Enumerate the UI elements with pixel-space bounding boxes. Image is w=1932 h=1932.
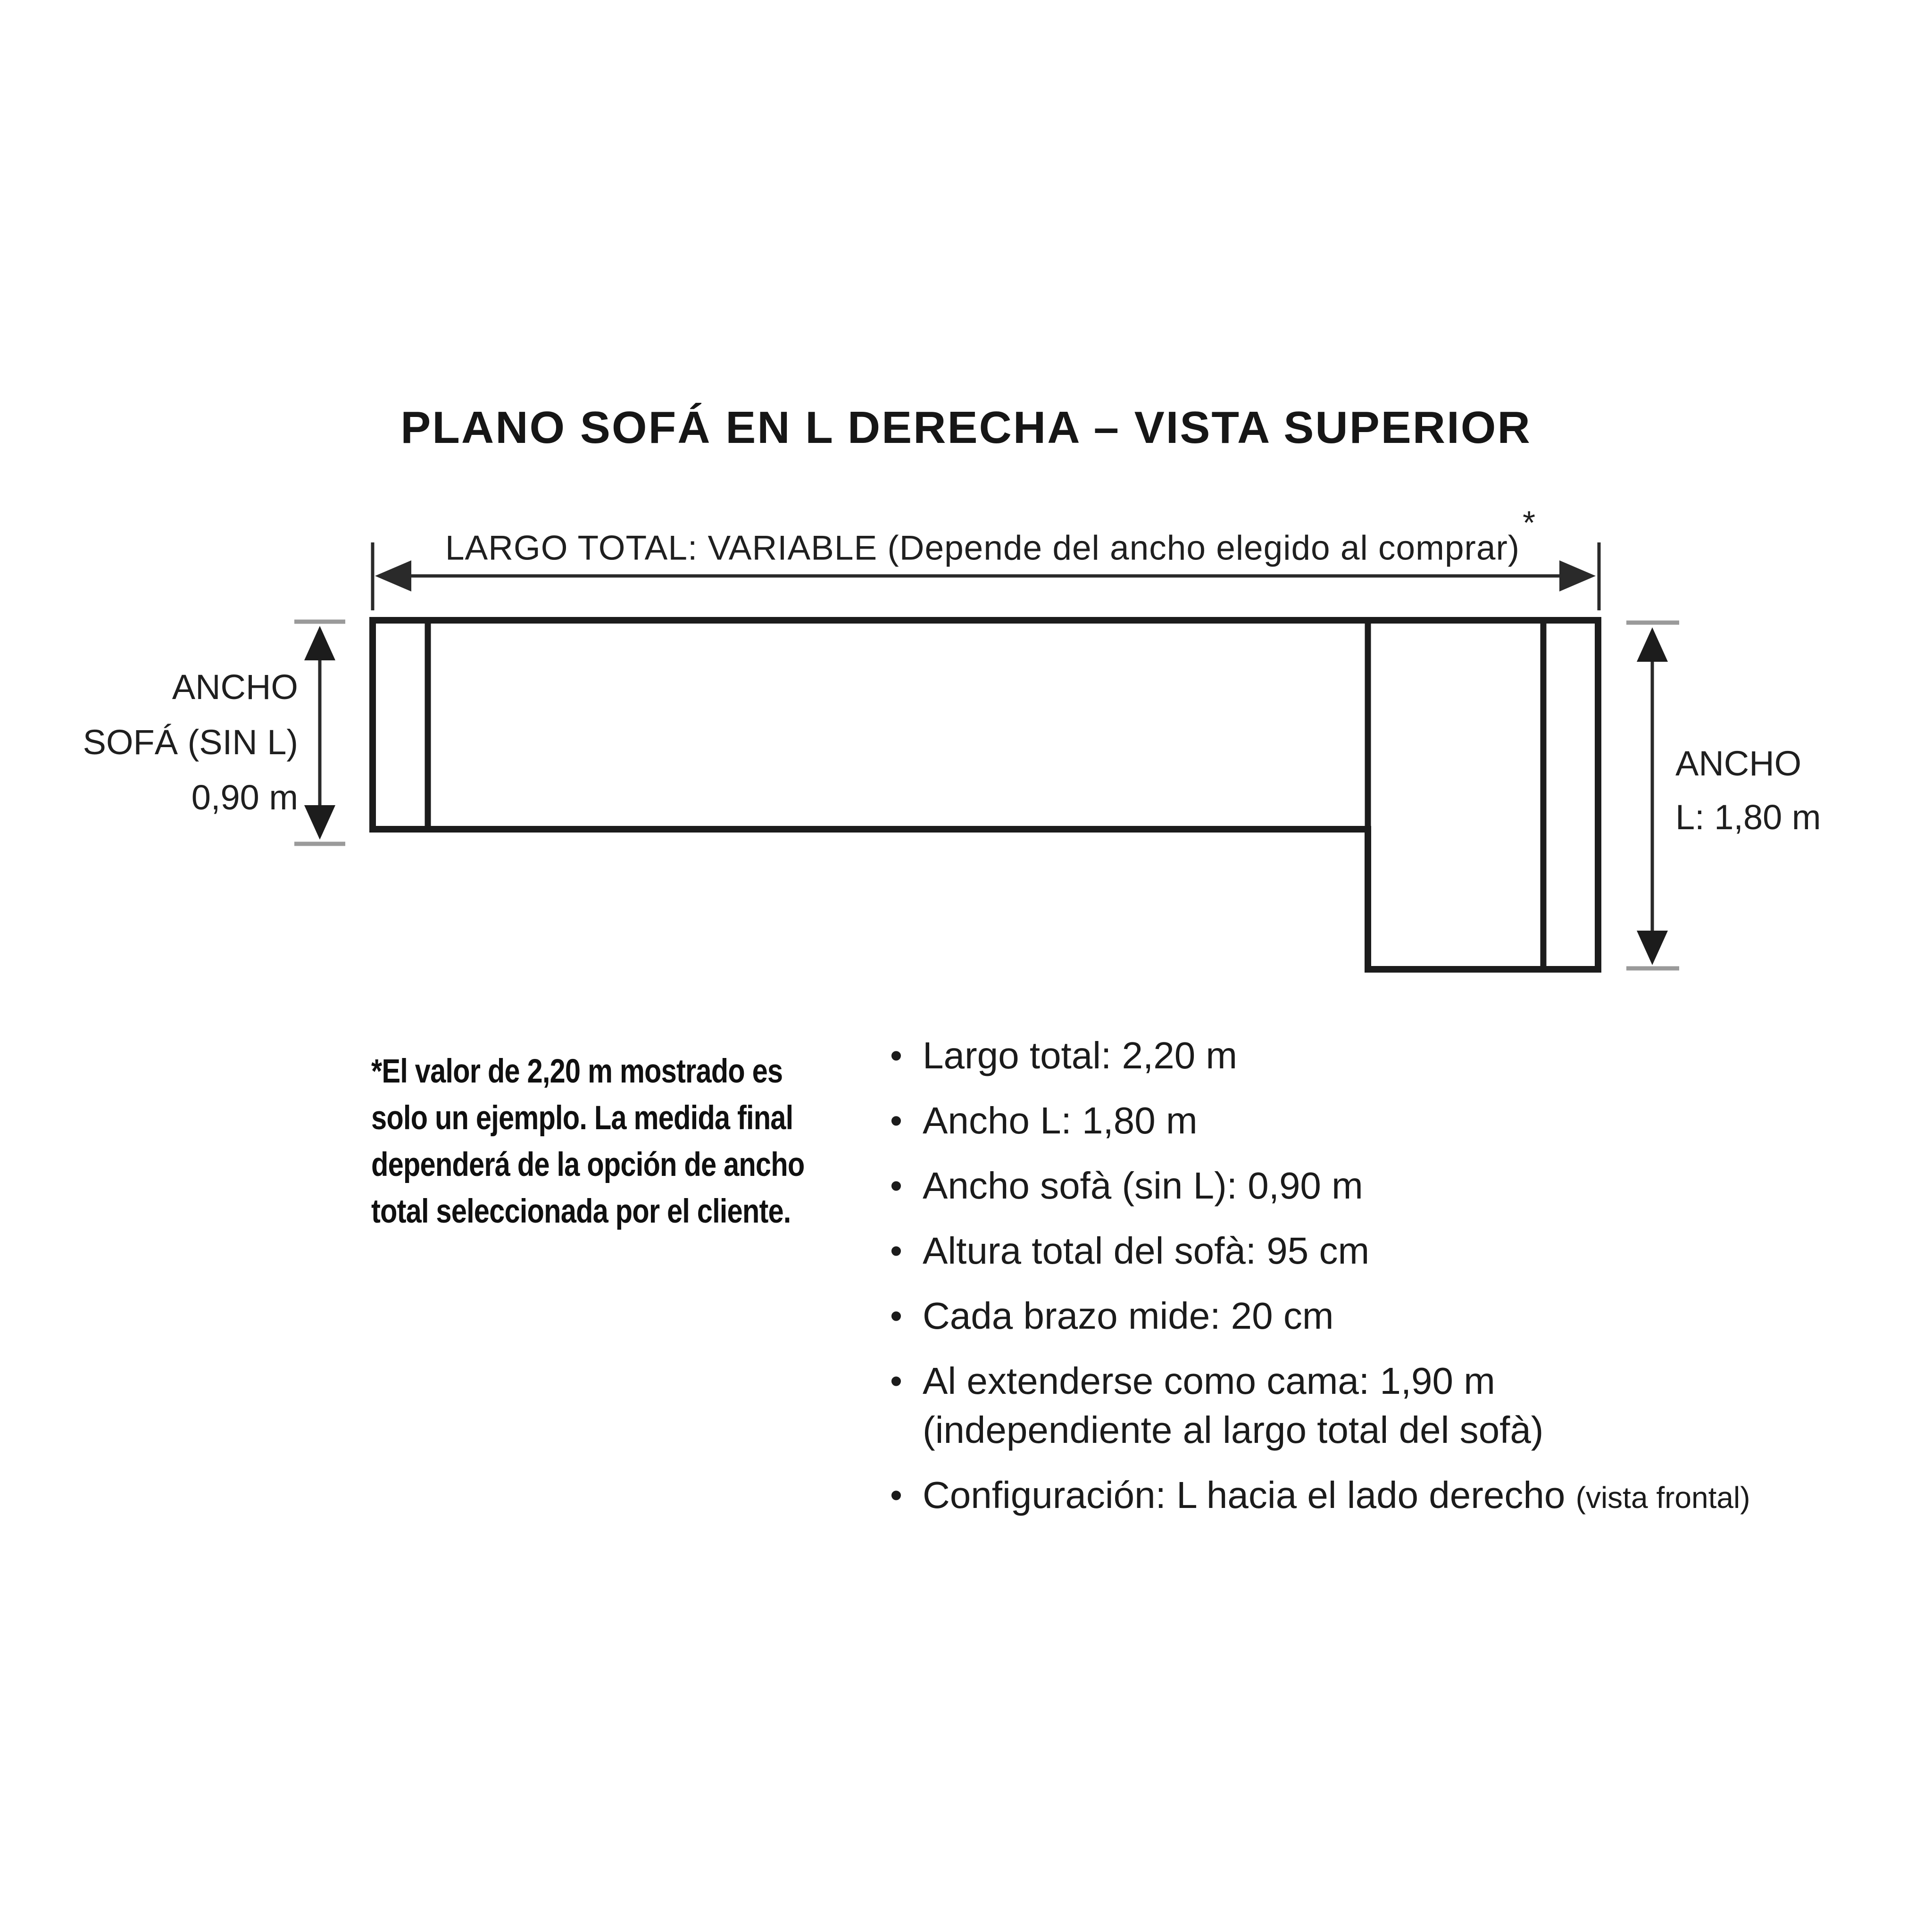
ancho-sofa-arrowhead-bottom [304,805,335,840]
spec-list [886,1031,1900,1538]
spec-item-largo-total [886,1031,1900,1080]
spec-item-text: Cada brazo mide: 20 cm [923,1295,1334,1337]
ancho-l-arrowhead-bottom [1637,931,1668,965]
ancho-sofa-label [66,659,298,825]
ancho-sofa-label-line2: SOFÁ (SIN L) [83,723,298,762]
bullet-icon: • [890,1101,902,1140]
bullet-icon: • [890,1231,902,1270]
footnote-line1: *El valor de 2,20 m mostrado es [371,1053,783,1090]
spec-item-configuracion [886,1471,1900,1522]
spec-item-cama [886,1357,1900,1455]
ancho-sofa-arrowhead-top [304,626,335,660]
largo-total-label-text: LARGO TOTAL: VARIABLE (Depende del ancho elegido al comprar) [445,529,1520,567]
bullet-icon: • [890,1296,902,1335]
ancho-l-dimension [1626,623,1679,968]
ancho-l-label-line1: ANCHO [1675,744,1802,783]
spec-item-text-block [923,1471,1750,1522]
footnote-line3: dependerá de la opción de ancho [371,1146,805,1183]
spec-item-text: Configuración: L hacia el lado derecho [923,1474,1566,1516]
spec-item-text: Ancho L: 1,80 m [923,1099,1198,1141]
bullet-icon: • [890,1036,902,1075]
spec-item-ancho-sofa [886,1161,1900,1210]
spec-item-suffix: (vista frontal) [1575,1481,1750,1515]
spec-item-text-line2: (independiente al largo total del sofà) [923,1409,1544,1451]
spec-item-brazo [886,1291,1900,1341]
bullet-icon: • [890,1361,902,1400]
spec-item-altura [886,1226,1900,1275]
ancho-l-label [1675,737,1821,844]
spec-item-text: Al extenderse como cama: 1,90 m [923,1360,1495,1402]
largo-total-asterisk: * [1523,504,1536,541]
ancho-sofa-label-line3: 0,90 m [191,778,298,817]
largo-total-label [340,504,1641,568]
page-title: PLANO SOFÁ EN L DERECHA – VISTA SUPERIOR [400,402,1532,453]
footnote-line2: solo un ejemplo. La medida final [371,1099,793,1137]
spec-item-text: Ancho sofà (sin L): 0,90 m [923,1165,1363,1207]
sofa-outline [373,620,1598,969]
spec-item-text: Largo total: 2,20 m [923,1034,1238,1076]
ancho-l-label-line2: L: 1,80 m [1675,798,1821,837]
spec-item-ancho-l [886,1096,1900,1145]
footnote-line4: total seleccionada por el cliente. [371,1193,791,1230]
footnote [371,1048,804,1235]
spec-item-text-block [923,1357,1543,1455]
spec-item-text: Altura total del sofà: 95 cm [923,1230,1370,1272]
bullet-icon: • [890,1475,902,1515]
ancho-sofa-label-line1: ANCHO [172,667,298,707]
ancho-sofa-dimension [294,622,345,844]
ancho-l-arrowhead-top [1637,627,1668,662]
bullet-icon: • [890,1166,902,1205]
